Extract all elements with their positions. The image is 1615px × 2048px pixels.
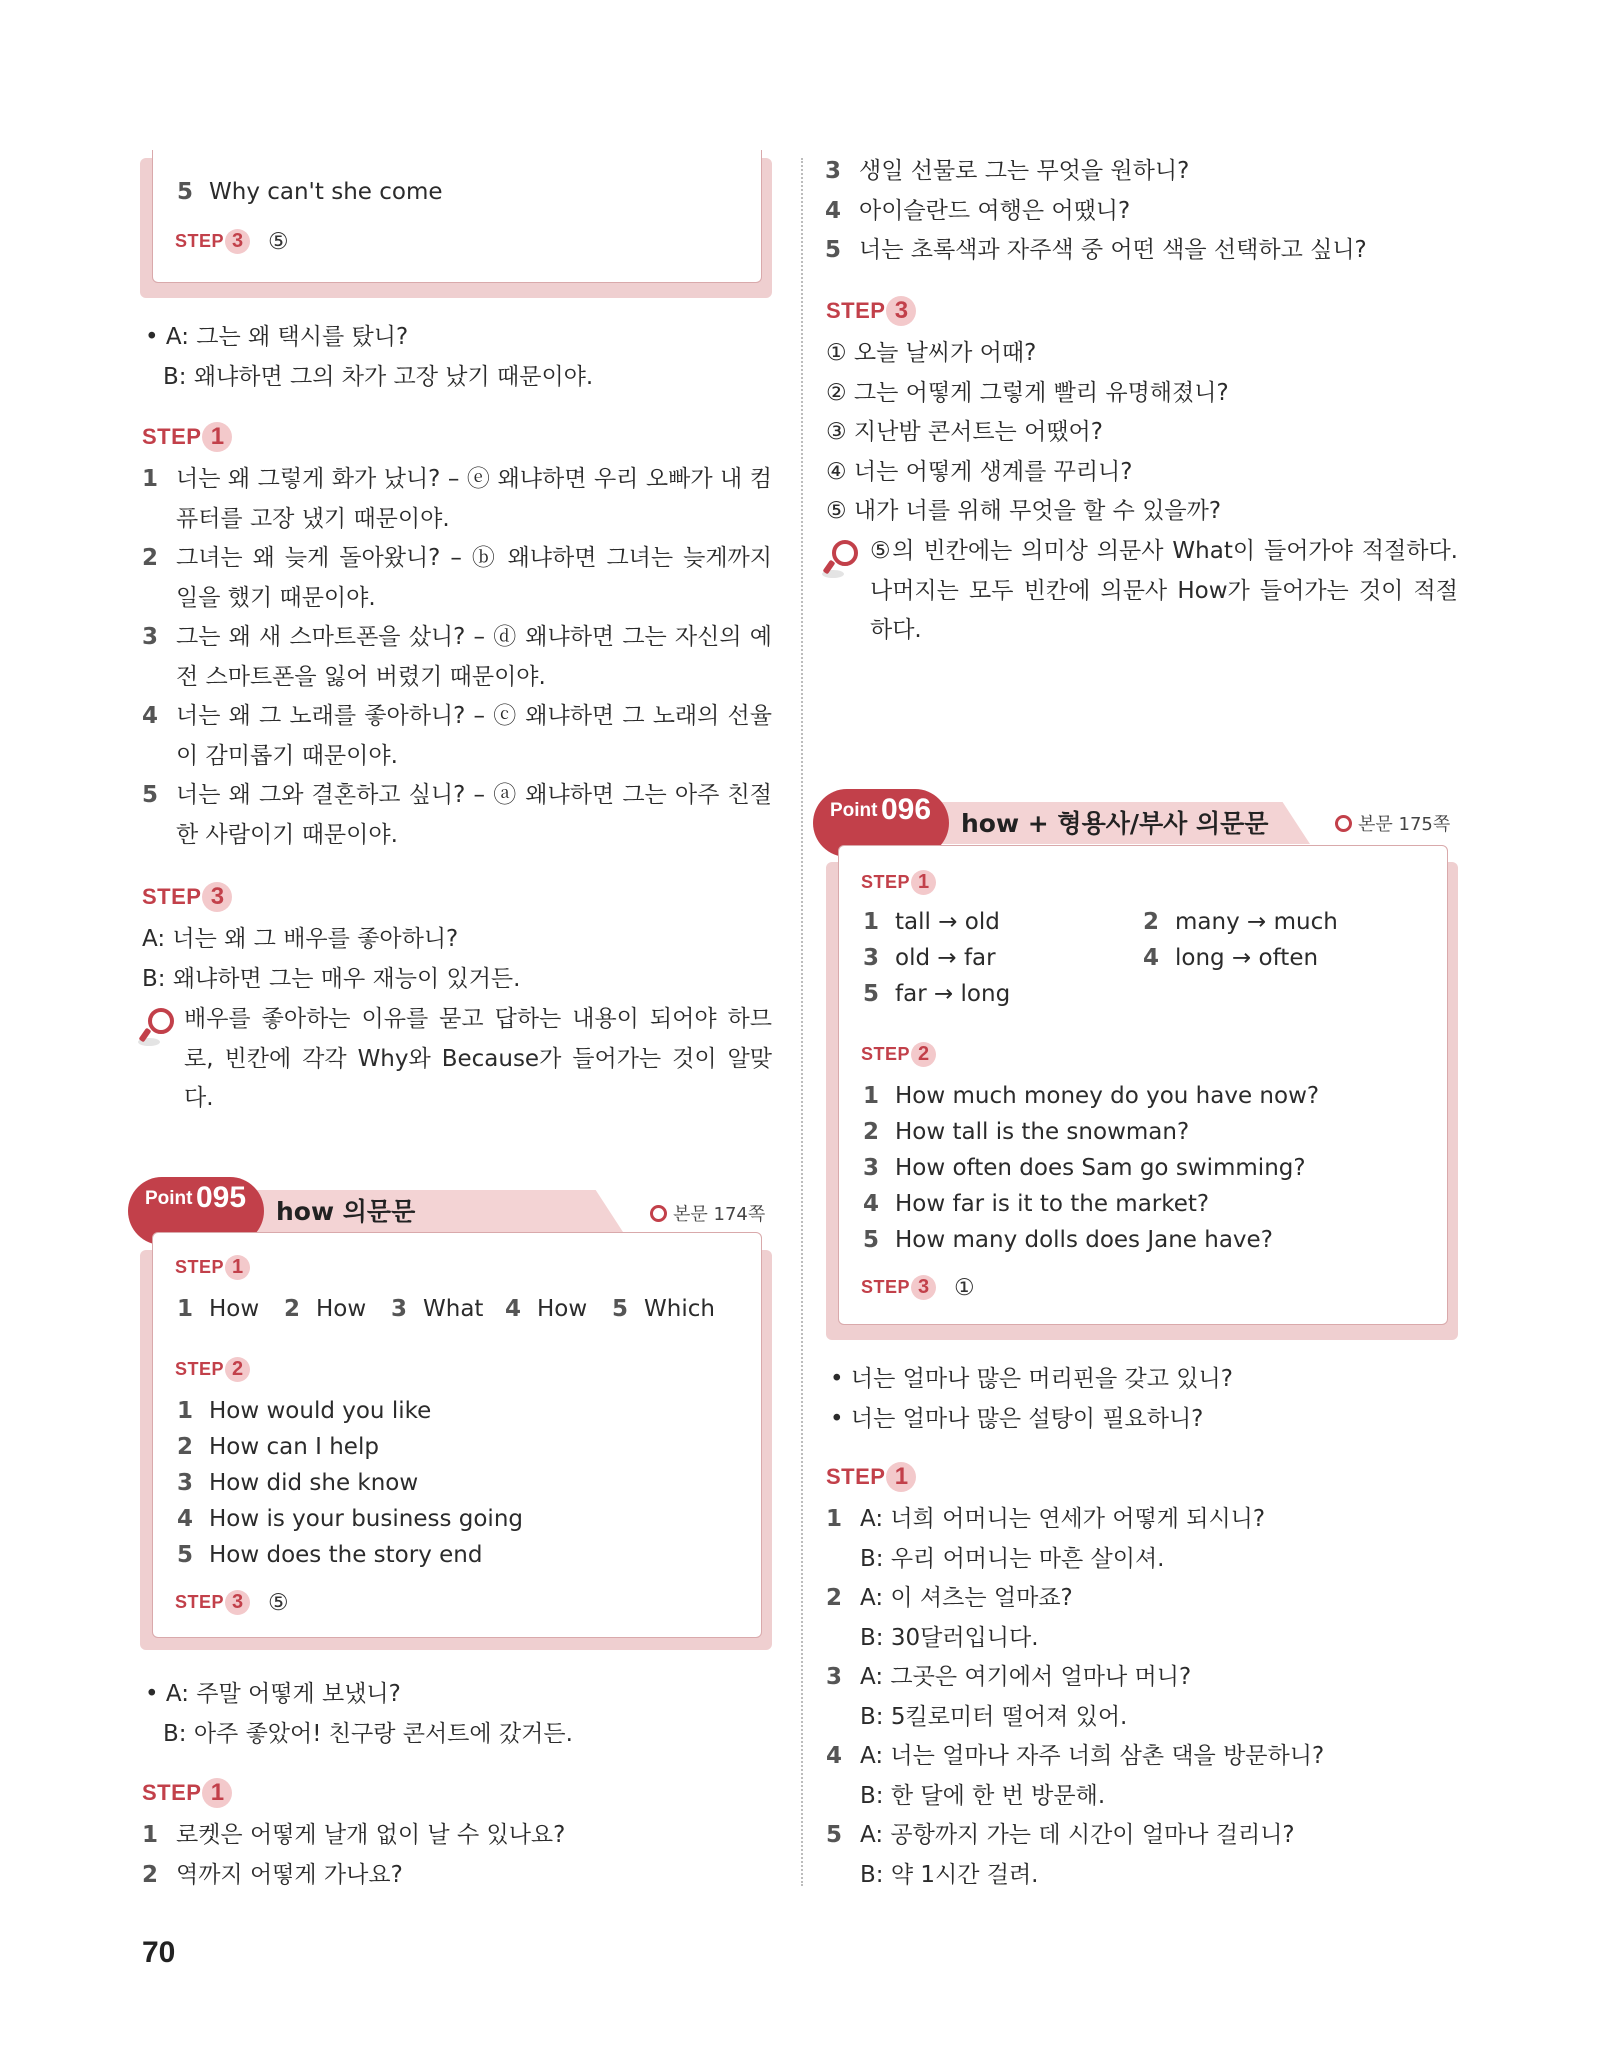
step1-heading: STEP 1: [142, 422, 232, 452]
column-divider: [801, 158, 803, 1886]
dialog-item: 1 A: 너희 어머니는 연세가 어떻게 되시니? B: 우리 어머니는 마흔 살이셔.: [826, 1506, 1266, 1572]
page-reference-174: 본문 174쪽: [650, 1200, 765, 1226]
step1-label: STEP 1: [861, 870, 936, 895]
list-item: 2 그녀는 왜 늦게 돌아왔니? – ⓑ 왜냐하면 그녀는 늦게까지 일을 했기 때문이야.: [142, 545, 772, 611]
point095-answer-box: [152, 1232, 762, 1638]
answer-line-5: 5 Why can't she come: [177, 179, 443, 205]
point-095-banner: Point 095 how 의문문: [128, 1190, 623, 1232]
step3-options: ① 오늘 날씨가 어때? ② 그는 어떻게 그렇게 빨리 유명해졌니? ③ 지난밤 콘서트는 어땠어? ④ 너는 어떻게 생계를 꾸리니? ⑤ 내가 너를 위해 무엇을 할 수 있을까?: [826, 340, 1229, 524]
step1-list: [142, 460, 772, 855]
continued-list: [825, 152, 1465, 271]
step3-heading-right: STEP 3: [826, 296, 916, 326]
list-item: 1 너는 왜 그렇게 화가 났니? – ⓔ 왜냐하면 우리 오빠가 내 컴퓨터를 고장 냈기 때문이야.: [142, 466, 772, 532]
step3-heading: STEP 3: [142, 882, 232, 912]
step1-dialogs: [826, 1500, 1466, 1895]
step1-answers: 1 How 2 How 3 What 4 How 5 Which: [177, 1296, 715, 1322]
bullet-questions: • 너는 얼마나 많은 머리핀을 갖고 있니? • 너는 얼마나 많은 설탕이 필요하니?: [830, 1366, 1233, 1432]
list-item: 3 그는 왜 새 스마트폰을 샀니? – ⓓ 왜냐하면 그는 자신의 예전 스마트폰을 잃어 버렸기 때문이야.: [142, 624, 772, 690]
point-096-banner: Point 096 how + 형용사/부사 의문문: [813, 802, 1310, 844]
page-reference-175: 본문 175쪽: [1335, 810, 1450, 836]
list-item: 4 아이슬란드 여행은 어땠니?: [825, 197, 1131, 224]
point096-answer-box: [838, 845, 1448, 1325]
page-number: 70: [142, 1936, 176, 1969]
step3-note-right: ⑤의 빈칸에는 의미상 의문사 What이 들어가야 적절하다. 나머지는 모두 빈칸에 의문사 How가 들어가는 것이 적절하다.: [870, 538, 1458, 643]
step1-label: STEP 1: [175, 1255, 250, 1280]
step1-heading-b: STEP 1: [142, 1778, 232, 1808]
step2-answers: 1 How much money do you have now? 2 How tall is the snowman? 3 How often does Sam go swimming? 4 How far is it to the market? 5 How many dolls does Jane have?: [863, 1083, 1320, 1253]
step1b-list: [142, 1816, 772, 1895]
step2-answers: 1 How would you like 2 How can I help 3 How did she know 4 How is your business going 5 How does the story end: [177, 1398, 523, 1568]
step1-heading-right: STEP 1: [826, 1462, 916, 1492]
list-item: 2 역까지 어떻게 가나요?: [142, 1861, 403, 1888]
step3-label: STEP 3 ⑤: [175, 228, 289, 254]
list-item: 5 너는 초록색과 자주색 중 어떤 색을 선택하고 싶니?: [825, 237, 1367, 263]
step3-label: STEP 3 ①: [861, 1274, 975, 1300]
dialog-item: 2 A: 이 셔츠는 얼마죠? B: 30달러입니다.: [826, 1585, 1073, 1651]
step3-dialog: A: 너는 왜 그 배우를 좋아하니? B: 왜냐하면 그는 매우 재능이 있거든.: [142, 926, 521, 992]
dialog-item: 4 A: 너는 얼마나 자주 너희 삼촌 댁을 방문하니? B: 한 달에 한 번 방문해.: [826, 1743, 1325, 1809]
step3-label: STEP 3 ⑤: [175, 1589, 289, 1615]
top-answer-box: [152, 150, 762, 283]
list-item: 5 너는 왜 그와 결혼하고 싶니? – ⓐ 왜냐하면 그는 아주 친절한 사람이기 때문이야.: [142, 782, 772, 848]
step2-label: STEP 2: [175, 1357, 250, 1382]
circle-bullet-icon: [1335, 815, 1352, 832]
key-note-icon: [830, 540, 856, 574]
list-item: 3 생일 선물로 그는 무엇을 원하니?: [825, 158, 1190, 184]
list-item: 4 너는 왜 그 노래를 좋아하니? – ⓒ 왜냐하면 그 노래의 선율이 감미롭기 때문이야.: [142, 703, 772, 769]
circle-bullet-icon: [650, 1205, 667, 1222]
bullet-dialog-1: • A: 그는 왜 택시를 탔니? B: 왜냐하면 그의 차가 고장 났기 때문이야.: [145, 324, 594, 390]
key-note-icon: [146, 1008, 172, 1042]
step1-answers: 1 tall → old 2 many → much 3 old → far 4 long → often 5 far → long: [863, 909, 1338, 1007]
dialog-item: 3 A: 그곳은 여기에서 얼마나 머니? B: 5킬로미터 떨어져 있어.: [826, 1664, 1192, 1730]
dialog-item: 5 A: 공항까지 가는 데 시간이 얼마나 걸리니? B: 약 1시간 걸려.: [826, 1822, 1295, 1888]
bullet-dialog-2: • A: 주말 어떻게 보냈니? B: 아주 좋았어! 친구랑 콘서트에 갔거든.: [145, 1681, 573, 1747]
step2-label: STEP 2: [861, 1042, 936, 1067]
step3-note: 배우를 좋아하는 이유를 묻고 답하는 내용이 되어야 하므로, 빈칸에 각각 Why와 Because가 들어가는 것이 알맞다.: [184, 1006, 772, 1111]
list-item: 1 로켓은 어떻게 날개 없이 날 수 있나요?: [142, 1822, 566, 1848]
